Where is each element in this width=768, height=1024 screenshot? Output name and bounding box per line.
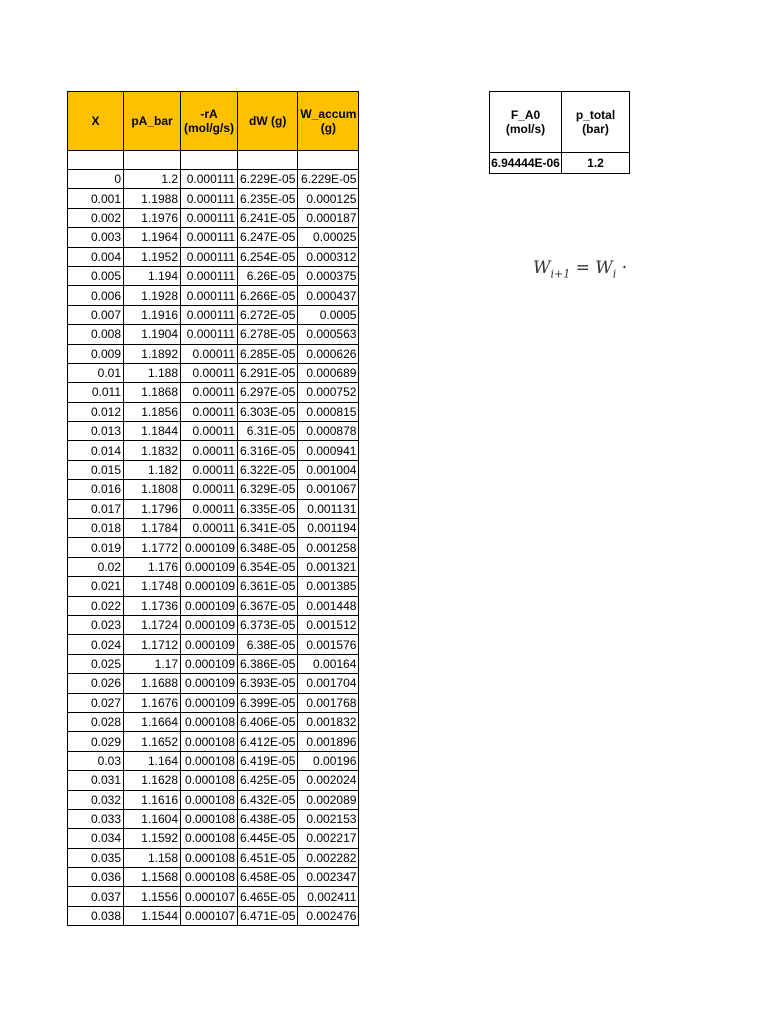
table-cell[interactable]: 6.26E-05: [238, 266, 298, 285]
table-cell[interactable]: 0.000689: [298, 363, 359, 382]
table-cell[interactable]: 6.425E-05: [238, 771, 298, 790]
table-cell[interactable]: 6.399E-05: [238, 693, 298, 712]
table-cell[interactable]: 0.00011: [181, 402, 238, 421]
table-cell[interactable]: 6.458E-05: [238, 868, 298, 887]
table-cell[interactable]: 0.000111: [181, 170, 238, 189]
table-cell[interactable]: 0.035: [68, 848, 124, 867]
table-cell[interactable]: 6.247E-05: [238, 228, 298, 247]
table-cell[interactable]: 1.1556: [124, 887, 181, 906]
table-cell[interactable]: 0.019: [68, 538, 124, 557]
table-cell[interactable]: 0.032: [68, 790, 124, 809]
table-cell[interactable]: 0.000108: [181, 848, 238, 867]
table-row: [68, 170, 359, 189]
table-cell[interactable]: 0.034: [68, 829, 124, 848]
table-cell[interactable]: 0.002024: [298, 771, 359, 790]
table-cell[interactable]: 6.229E-05: [298, 170, 359, 189]
table-cell[interactable]: 0.00025: [298, 228, 359, 247]
table-cell[interactable]: 6.419E-05: [238, 751, 298, 770]
table-row: [68, 790, 359, 809]
table-row: [68, 712, 359, 731]
table-cell[interactable]: 1.1544: [124, 906, 181, 925]
formula-tail: ·: [621, 258, 628, 278]
header-cell[interactable]: dW (g): [238, 92, 298, 151]
param-header-cell[interactable]: p_total (bar): [562, 92, 630, 153]
table-cell[interactable]: 1.1964: [124, 228, 181, 247]
table-cell[interactable]: 1.164: [124, 751, 181, 770]
table-cell[interactable]: 1.194: [124, 266, 181, 285]
table-cell[interactable]: 1.176: [124, 557, 181, 576]
header-cell[interactable]: pA_bar: [124, 92, 181, 151]
table-cell[interactable]: 0.001832: [298, 712, 359, 731]
table-row: [68, 383, 359, 402]
table-cell[interactable]: 0.031: [68, 771, 124, 790]
table-cell[interactable]: 1.1772: [124, 538, 181, 557]
table-cell[interactable]: 6.367E-05: [238, 596, 298, 615]
table-row: [68, 829, 359, 848]
table-cell[interactable]: 0.000111: [181, 305, 238, 324]
table-cell[interactable]: 0.000108: [181, 829, 238, 848]
table-cell[interactable]: 0.00011: [181, 519, 238, 538]
table-cell[interactable]: 0.006: [68, 286, 124, 305]
table-cell[interactable]: 1.17: [124, 654, 181, 673]
table-row: [68, 499, 359, 518]
table-cell[interactable]: 1.1628: [124, 771, 181, 790]
table-cell[interactable]: 0.000187: [298, 208, 359, 227]
table-row: [68, 887, 359, 906]
table-row: [68, 615, 359, 634]
table-cell[interactable]: 0.001896: [298, 732, 359, 751]
table-row: [68, 519, 359, 538]
table-cell[interactable]: 0.012: [68, 402, 124, 421]
table-cell[interactable]: 0.017: [68, 499, 124, 518]
table-row: [68, 596, 359, 615]
table-row: [68, 441, 359, 460]
table-cell[interactable]: 1.2: [124, 170, 181, 189]
table-cell[interactable]: 0.002282: [298, 848, 359, 867]
table-cell[interactable]: 0.038: [68, 906, 124, 925]
table-cell[interactable]: 0.013: [68, 422, 124, 441]
table-cell[interactable]: 1.1868: [124, 383, 181, 402]
table-cell[interactable]: 1.1748: [124, 577, 181, 596]
table-cell[interactable]: 0.000375: [298, 266, 359, 285]
table-cell[interactable]: 0.003: [68, 228, 124, 247]
table-cell[interactable]: 0.024: [68, 635, 124, 654]
table-row: [68, 674, 359, 693]
table-cell[interactable]: 6.303E-05: [238, 402, 298, 421]
table-cell[interactable]: 6.38E-05: [238, 635, 298, 654]
table-cell[interactable]: 6.272E-05: [238, 305, 298, 324]
table-cell[interactable]: 0.000108: [181, 790, 238, 809]
table-cell[interactable]: 6.393E-05: [238, 674, 298, 693]
table-cell[interactable]: 0.000111: [181, 286, 238, 305]
table-cell[interactable]: 1.1808: [124, 480, 181, 499]
table-cell[interactable]: 0.033: [68, 809, 124, 828]
table-cell[interactable]: 6.465E-05: [238, 887, 298, 906]
table-cell[interactable]: 0.000109: [181, 557, 238, 576]
table-cell[interactable]: 1.188: [124, 363, 181, 382]
table-cell[interactable]: 6.254E-05: [238, 247, 298, 266]
table-cell[interactable]: 0.001: [68, 189, 124, 208]
empty-cell[interactable]: [124, 151, 181, 170]
table-cell[interactable]: 0.018: [68, 519, 124, 538]
table-cell[interactable]: 6.354E-05: [238, 557, 298, 576]
formula-equals: =: [575, 258, 590, 278]
table-cell[interactable]: 6.235E-05: [238, 189, 298, 208]
ptotal-value-cell[interactable]: 1.2: [562, 153, 630, 174]
table-cell[interactable]: 0.002089: [298, 790, 359, 809]
table-row: [68, 344, 359, 363]
table-cell[interactable]: 0.00011: [181, 422, 238, 441]
table-row: [68, 654, 359, 673]
table-cell[interactable]: 0.001258: [298, 538, 359, 557]
table-cell[interactable]: 0.028: [68, 712, 124, 731]
table-row: [68, 325, 359, 344]
table-cell[interactable]: 1.1928: [124, 286, 181, 305]
formula-fragment: [533, 258, 627, 280]
table-row: [68, 363, 359, 382]
header-cell[interactable]: -rA (mol/g/s): [181, 92, 238, 151]
table-cell[interactable]: 0.004: [68, 247, 124, 266]
table-cell[interactable]: 0.00011: [181, 480, 238, 499]
table-cell[interactable]: 0.00011: [181, 460, 238, 479]
table-cell[interactable]: 1.1568: [124, 868, 181, 887]
table-cell[interactable]: 1.1892: [124, 344, 181, 363]
table-row: [68, 693, 359, 712]
table-cell[interactable]: 0.000941: [298, 441, 359, 460]
table-cell[interactable]: 0.000815: [298, 402, 359, 421]
table-row: [68, 868, 359, 887]
table-cell[interactable]: 0.001576: [298, 635, 359, 654]
table-cell[interactable]: 0.029: [68, 732, 124, 751]
table-cell[interactable]: 6.285E-05: [238, 344, 298, 363]
table-row: [68, 422, 359, 441]
param-header-cell[interactable]: F_A0 (mol/s): [490, 92, 562, 153]
table-cell[interactable]: 0.007: [68, 305, 124, 324]
table-row: [68, 906, 359, 925]
table-cell[interactable]: 0.000111: [181, 325, 238, 344]
header-row: [68, 92, 359, 151]
table-cell[interactable]: 0.000108: [181, 732, 238, 751]
table-cell[interactable]: 6.329E-05: [238, 480, 298, 499]
table-cell[interactable]: 6.229E-05: [238, 170, 298, 189]
table-row: [68, 557, 359, 576]
table-cell[interactable]: 0.000111: [181, 247, 238, 266]
table-cell[interactable]: 0.000108: [181, 751, 238, 770]
table-cell[interactable]: 1.182: [124, 460, 181, 479]
table-cell[interactable]: 1.1856: [124, 402, 181, 421]
table-cell[interactable]: 1.1592: [124, 829, 181, 848]
table-cell[interactable]: 0.000107: [181, 906, 238, 925]
table-cell[interactable]: 0.00164: [298, 654, 359, 673]
table-cell[interactable]: 0.001704: [298, 674, 359, 693]
table-cell[interactable]: 6.432E-05: [238, 790, 298, 809]
table-cell[interactable]: 0.002347: [298, 868, 359, 887]
table-cell[interactable]: 0.009: [68, 344, 124, 363]
table-cell[interactable]: 0.015: [68, 460, 124, 479]
table-cell[interactable]: 0.001321: [298, 557, 359, 576]
table-cell[interactable]: 0.00196: [298, 751, 359, 770]
table-cell[interactable]: 1.1844: [124, 422, 181, 441]
table-cell[interactable]: 0.001067: [298, 480, 359, 499]
table-cell[interactable]: 0.000563: [298, 325, 359, 344]
table-row: [68, 480, 359, 499]
fa0-value-cell[interactable]: 6.94444E-06: [490, 153, 562, 174]
table-cell[interactable]: 1.1784: [124, 519, 181, 538]
header-cell[interactable]: X: [68, 92, 124, 151]
table-cell[interactable]: 0.00011: [181, 383, 238, 402]
table-cell[interactable]: 0.01: [68, 363, 124, 382]
table-cell[interactable]: 0.000752: [298, 383, 359, 402]
table-cell[interactable]: 0.000109: [181, 615, 238, 634]
table-cell[interactable]: 1.1604: [124, 809, 181, 828]
table-cell[interactable]: 6.322E-05: [238, 460, 298, 479]
table-cell[interactable]: 0.025: [68, 654, 124, 673]
table-cell[interactable]: 0.000109: [181, 577, 238, 596]
table-cell[interactable]: 0.008: [68, 325, 124, 344]
table-cell[interactable]: 0.00011: [181, 499, 238, 518]
table-cell[interactable]: 0.026: [68, 674, 124, 693]
table-cell[interactable]: 0.000111: [181, 266, 238, 285]
table-cell[interactable]: 0.001768: [298, 693, 359, 712]
table-cell[interactable]: 0: [68, 170, 124, 189]
table-cell[interactable]: 0.000108: [181, 712, 238, 731]
table-cell[interactable]: 1.1616: [124, 790, 181, 809]
table-cell[interactable]: 0.023: [68, 615, 124, 634]
table-row: [68, 848, 359, 867]
formula-rhs: W: [595, 258, 613, 278]
table-cell[interactable]: 0.016: [68, 480, 124, 499]
empty-cell[interactable]: [181, 151, 238, 170]
table-cell[interactable]: 0.001004: [298, 460, 359, 479]
data-table: [67, 91, 359, 926]
table-cell[interactable]: 1.1832: [124, 441, 181, 460]
table-cell[interactable]: 6.341E-05: [238, 519, 298, 538]
table-cell[interactable]: 0.000437: [298, 286, 359, 305]
table-cell[interactable]: 0.000109: [181, 693, 238, 712]
empty-cell[interactable]: [298, 151, 359, 170]
blank-row: [68, 151, 359, 170]
table-cell[interactable]: 0.00011: [181, 441, 238, 460]
table-cell[interactable]: 0.001385: [298, 577, 359, 596]
table-cell[interactable]: 0.000125: [298, 189, 359, 208]
table-cell[interactable]: 0.021: [68, 577, 124, 596]
table-cell[interactable]: 0.002217: [298, 829, 359, 848]
table-cell[interactable]: 1.1904: [124, 325, 181, 344]
table-cell[interactable]: 6.291E-05: [238, 363, 298, 382]
table-cell[interactable]: 1.1976: [124, 208, 181, 227]
table-cell[interactable]: 6.451E-05: [238, 848, 298, 867]
table-cell[interactable]: 0.00011: [181, 363, 238, 382]
table-cell[interactable]: 6.406E-05: [238, 712, 298, 731]
table-cell[interactable]: 0.022: [68, 596, 124, 615]
table-cell[interactable]: 0.002411: [298, 887, 359, 906]
empty-cell[interactable]: [68, 151, 124, 170]
table-cell[interactable]: 0.002153: [298, 809, 359, 828]
formula-lhs-sub: i+1: [550, 267, 571, 281]
table-row: [68, 635, 359, 654]
table-cell[interactable]: 1.1688: [124, 674, 181, 693]
param-header-row: [490, 92, 630, 153]
table-cell[interactable]: 0.0005: [298, 305, 359, 324]
table-row: [68, 247, 359, 266]
table-cell[interactable]: 0.000109: [181, 635, 238, 654]
table-cell[interactable]: 0.002: [68, 208, 124, 227]
table-row: [68, 189, 359, 208]
table-cell[interactable]: 6.438E-05: [238, 809, 298, 828]
table-cell[interactable]: 6.386E-05: [238, 654, 298, 673]
table-cell[interactable]: 0.000109: [181, 674, 238, 693]
table-cell[interactable]: 6.361E-05: [238, 577, 298, 596]
table-cell[interactable]: 0.001448: [298, 596, 359, 615]
table-cell[interactable]: 0.027: [68, 693, 124, 712]
table-row: [68, 732, 359, 751]
table-row: [68, 577, 359, 596]
table-cell[interactable]: 1.1796: [124, 499, 181, 518]
table-cell[interactable]: 1.1736: [124, 596, 181, 615]
table-cell[interactable]: 0.014: [68, 441, 124, 460]
table-row: [68, 809, 359, 828]
table-cell[interactable]: 1.1916: [124, 305, 181, 324]
table-cell[interactable]: 0.000111: [181, 228, 238, 247]
table-cell[interactable]: 0.005: [68, 266, 124, 285]
table-cell[interactable]: 0.001512: [298, 615, 359, 634]
table-cell[interactable]: 0.037: [68, 887, 124, 906]
table-cell[interactable]: 1.1676: [124, 693, 181, 712]
table-cell[interactable]: 0.000107: [181, 887, 238, 906]
table-cell[interactable]: 0.000109: [181, 654, 238, 673]
table-cell[interactable]: 0.000108: [181, 771, 238, 790]
table-cell[interactable]: 0.000626: [298, 344, 359, 363]
table-row: [68, 208, 359, 227]
empty-cell[interactable]: [238, 151, 298, 170]
table-cell[interactable]: 6.335E-05: [238, 499, 298, 518]
table-row: [68, 228, 359, 247]
table-row: [68, 538, 359, 557]
table-cell[interactable]: 0.000109: [181, 596, 238, 615]
parameters-table: [489, 91, 630, 174]
table-cell[interactable]: 6.316E-05: [238, 441, 298, 460]
table-cell[interactable]: 6.278E-05: [238, 325, 298, 344]
param-value-row: [490, 153, 630, 174]
table-cell[interactable]: 1.158: [124, 848, 181, 867]
header-cell[interactable]: W_accum (g): [298, 92, 359, 151]
table-cell[interactable]: 1.1712: [124, 635, 181, 654]
table-cell[interactable]: 0.00011: [181, 344, 238, 363]
table-cell[interactable]: 0.000108: [181, 868, 238, 887]
table-cell[interactable]: 6.373E-05: [238, 615, 298, 634]
table-cell[interactable]: 0.002476: [298, 906, 359, 925]
table-row: [68, 266, 359, 285]
table-row: [68, 751, 359, 770]
table-cell[interactable]: 0.001194: [298, 519, 359, 538]
table-cell[interactable]: 6.348E-05: [238, 538, 298, 557]
table-cell[interactable]: 6.297E-05: [238, 383, 298, 402]
table-cell[interactable]: 0.03: [68, 751, 124, 770]
table-cell[interactable]: 1.1952: [124, 247, 181, 266]
table-cell[interactable]: 6.471E-05: [238, 906, 298, 925]
table-row: [68, 771, 359, 790]
table-cell[interactable]: 0.000312: [298, 247, 359, 266]
table-row: [68, 305, 359, 324]
table-row: [68, 402, 359, 421]
table-cell[interactable]: 0.02: [68, 557, 124, 576]
table-cell[interactable]: 1.1724: [124, 615, 181, 634]
table-cell[interactable]: 0.000111: [181, 208, 238, 227]
table-row: [68, 460, 359, 479]
table-cell[interactable]: 6.241E-05: [238, 208, 298, 227]
table-cell[interactable]: 6.412E-05: [238, 732, 298, 751]
table-cell[interactable]: 0.036: [68, 868, 124, 887]
table-cell[interactable]: 1.1652: [124, 732, 181, 751]
table-cell[interactable]: 0.000108: [181, 809, 238, 828]
table-cell[interactable]: 0.000109: [181, 538, 238, 557]
table-cell[interactable]: 6.266E-05: [238, 286, 298, 305]
table-cell[interactable]: 0.011: [68, 383, 124, 402]
formula-rhs-sub: i: [612, 267, 617, 281]
table-cell[interactable]: 1.1664: [124, 712, 181, 731]
table-cell[interactable]: 0.001131: [298, 499, 359, 518]
table-cell[interactable]: 0.000111: [181, 189, 238, 208]
table-row: [68, 286, 359, 305]
formula-lhs: W: [533, 258, 551, 278]
table-cell[interactable]: 1.1988: [124, 189, 181, 208]
table-cell[interactable]: 6.445E-05: [238, 829, 298, 848]
table-cell[interactable]: 6.31E-05: [238, 422, 298, 441]
table-cell[interactable]: 0.000878: [298, 422, 359, 441]
